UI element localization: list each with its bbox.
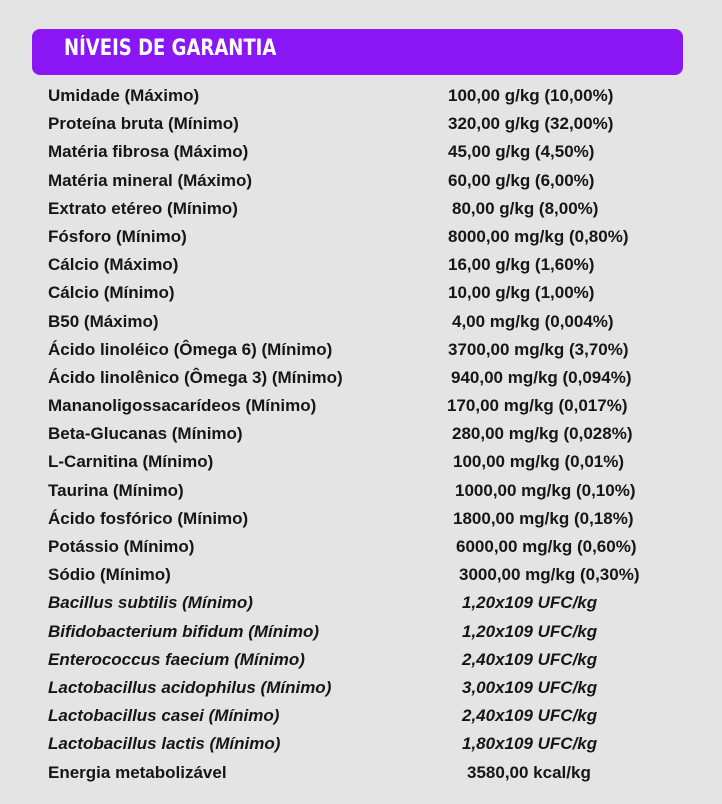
- row-label: Cálcio (Mínimo): [48, 283, 175, 303]
- table-row: [0, 448, 722, 476]
- row-label: Umidade (Máximo): [48, 86, 200, 105]
- table-row: [0, 759, 722, 787]
- row-label: Bifidobacterium bifidum (Mínimo): [48, 621, 320, 641]
- row-value: 320,00 g/kg (32,00%): [448, 114, 614, 134]
- row-label: Extrato etéreo (Mínimo): [48, 198, 238, 218]
- row-value: 100,00 mg/kg (0,01%): [453, 452, 625, 472]
- table-row: [0, 223, 722, 251]
- table-row: [0, 505, 722, 533]
- table-row: [0, 336, 722, 364]
- section-header: [32, 29, 683, 75]
- row-value: 1,20x109 UFC/kg: [462, 593, 598, 613]
- row-label: Lactobacillus lactis (Mínimo): [48, 734, 281, 754]
- row-value: 1,20x109 UFC/kg: [462, 621, 598, 641]
- table-row: [0, 167, 722, 195]
- row-label: L-Carnitina (Mínimo): [48, 452, 214, 472]
- table-row: [0, 589, 722, 617]
- table-row: [0, 533, 722, 561]
- row-label: Sódio (Mínimo): [48, 565, 171, 585]
- row-value: 80,00 g/kg (8,00%): [452, 198, 599, 218]
- table-row: [0, 702, 722, 730]
- row-label: Matéria fibrosa (Máximo): [48, 142, 249, 162]
- row-label: Potássio (Mínimo): [48, 537, 195, 556]
- row-label: B50 (Máximo): [48, 311, 159, 331]
- row-value: 45,00 g/kg (4,50%): [448, 142, 595, 162]
- row-value: 940,00 mg/kg (0,094%): [451, 367, 632, 387]
- table-row: [0, 618, 722, 646]
- row-value: 280,00 mg/kg (0,028%): [452, 424, 633, 444]
- section-title: NÍVEIS DE GARANTIA: [64, 36, 277, 61]
- table-row: [0, 138, 722, 166]
- row-label: Mananoligossacarídeos (Mínimo): [48, 396, 317, 416]
- row-label: Enterococcus faecium (Mínimo): [48, 649, 305, 669]
- row-label: Lactobacillus casei (Mínimo): [48, 706, 280, 726]
- row-value: 1000,00 mg/kg (0,10%): [455, 480, 636, 500]
- row-label: Beta-Glucanas (Mínimo): [48, 424, 243, 444]
- row-label: Energia metabolizável: [48, 762, 227, 782]
- row-label: Bacillus subtilis (Mínimo): [48, 593, 253, 613]
- row-value: 3700,00 mg/kg (3,70%): [448, 339, 629, 359]
- row-value: 3000,00 mg/kg (0,30%): [459, 565, 640, 585]
- row-label: Ácido linolênico (Ômega 3) (Mínimo): [48, 367, 343, 387]
- table-row: [0, 392, 722, 420]
- table-row: [0, 279, 722, 307]
- row-label: Fósforo (Mínimo): [48, 226, 187, 246]
- table-row: [0, 646, 722, 674]
- row-label: Cálcio (Máximo): [48, 255, 179, 275]
- row-value: 1800,00 mg/kg (0,18%): [453, 508, 634, 528]
- row-value: 3,00x109 UFC/kg: [462, 677, 598, 697]
- guarantee-table: [0, 82, 722, 787]
- table-row: [0, 195, 722, 223]
- row-value: 60,00 g/kg (6,00%): [448, 170, 595, 190]
- row-value: 16,00 g/kg (1,60%): [448, 255, 595, 275]
- table-row: [0, 82, 722, 110]
- row-label: Taurina (Mínimo): [48, 480, 184, 500]
- table-row: [0, 674, 722, 702]
- row-value: 2,40x109 UFC/kg: [462, 706, 598, 726]
- table-row: [0, 110, 722, 138]
- row-label: Matéria mineral (Máximo): [48, 170, 253, 190]
- row-label: Lactobacillus acidophilus (Mínimo): [48, 677, 332, 697]
- row-value: 3580,00 kcal/kg: [467, 762, 591, 782]
- row-value: 170,00 mg/kg (0,017%): [447, 396, 628, 416]
- row-value: 100,00 g/kg (10,00%): [448, 86, 614, 105]
- table-row: [0, 364, 722, 392]
- row-value: 10,00 g/kg (1,00%): [448, 283, 595, 303]
- row-value: 2,40x109 UFC/kg: [462, 649, 598, 669]
- row-label: Ácido fosfórico (Mínimo): [48, 508, 249, 528]
- row-value: 4,00 mg/kg (0,004%): [452, 311, 614, 331]
- row-value: 1,80x109 UFC/kg: [462, 734, 598, 754]
- row-label: Proteína bruta (Mínimo): [48, 114, 239, 134]
- table-row: [0, 730, 722, 758]
- table-row: [0, 477, 722, 505]
- table-row: [0, 251, 722, 279]
- table-row: [0, 308, 722, 336]
- row-value: 6000,00 mg/kg (0,60%): [456, 537, 637, 556]
- row-label: Ácido linoléico (Ômega 6) (Mínimo): [48, 339, 333, 359]
- row-value: 8000,00 mg/kg (0,80%): [448, 226, 629, 246]
- table-row: [0, 420, 722, 448]
- table-row: [0, 561, 722, 589]
